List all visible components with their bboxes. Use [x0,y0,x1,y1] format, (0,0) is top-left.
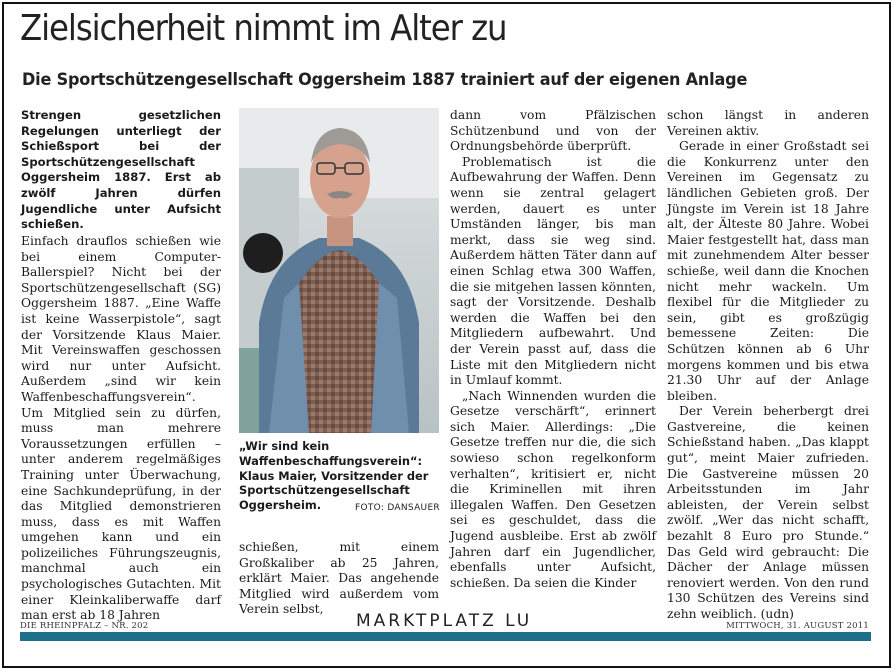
photo-caption: „Wir sind kein Waffenbeschaffungsverein“: Klaus Maier, Vorsitzender der Sportschützengesellschaft Oggersheim. [239,439,429,513]
article-headline: Zielsicherheit nimmt im Alter zu [20,8,507,49]
body-paragraph: Der Verein beherbergt drei Gastvereine, die keinen Schießstand haben. „Das klappt gut“, meint Maier zufrieden. Die Gastvereine müssen 20 Arbeitsstunden im Jahr ableisten, der Verein selbst zwölf. „Wer das nicht schafft, bezahlt 8 Euro pro Stunde.“ Das Geld wird gebraucht: Die Dächer der Anlage müssen renoviert werden. Von den rund 130 Schützen des Vereins sind zehn weiblich. (udn) [667,404,869,621]
column-4-body [667,108,869,623]
body-paragraph: dann vom Pfälzischen Schützenbund und von der Ordnungsbehörde überprüft. [450,108,656,154]
footer-date: MITTWOCH, 31. AUGUST 2011 [726,621,869,631]
body-paragraph: Einfach drauflos schießen wie bei einem Computer-Ballerspiel? Nicht bei der Sportschützengesellschaft (SG) Oggersheim 1887. „Eine Waffe ist keine Wasserpistole“, sagt der Vorsitzende Klaus Maier. Mit Vereinswaffen geschossen wird nur unter Aufsicht. Außerdem „sind wir kein Waffenbeschaffungsverein“. Um Mitglied sein zu dürfen, muss man mehrere Voraussetzungen erfüllen – unter anderem regelmäßiges Training unter Überwachung, eine Sachkundeprüfung, in der das Mitglied demonstrieren muss, dass es mit Waffen umgehen kann und ein polizeiliches Führungszeugnis, manchmal auch ein psychologisches Gutachten. Mit einer Kleinkaliberwaffe darf man erst ab 18 Jahren [21,234,221,623]
body-paragraph: Gerade in einer Großstadt sei die Konkurrenz unter den Vereinen im Gegensatz zu ländlichen Gebieten groß. Der Jüngste im Verein ist 18 Jahre alt, der Älteste 80 Jahre. Wobei Maier festgestellt hat, dass man mit zunehmendem Alter besser schieße, weil dann die Knochen nicht mehr wackeln. Um flexibel für die Mitglieder zu sein, gibt es großzügig bemessene Zeiten: Die Schützen können ab 6 Uhr morgens kommen und bis etwa 21.30 Uhr auf der Anlage bleiben. [667,139,869,403]
article-subheadline: Die Sportschützengesellschaft Oggersheim 1887 trainiert auf der eigenen Anlage [22,70,748,90]
article-lead: Strengen gesetzlichen Regelungen unterliegt der Schießsport bei der Sportschützengesellschaft Oggersheim 1887. Erst ab zwölf Jahren dürfen Jugendliche unter Aufsicht schießen. [21,108,221,232]
column-2-body [239,540,439,618]
column-1-body [21,234,221,624]
portrait-illustration [239,108,439,433]
portrait-photo [239,108,439,433]
body-paragraph: schon längst in anderen Vereinen aktiv. [667,108,869,138]
body-paragraph: schießen, mit einem Großkaliber ab 25 Jahren, erklärt Maier. Das angehende Mitglied wird außerdem vom Verein selbst, [239,540,439,617]
photo-credit: FOTO: DANSAUER [354,503,440,513]
footer-publication: DIE RHEINPFALZ – NR. 202 [20,621,149,631]
body-paragraph: Problematisch ist die Aufbewahrung der Waffen. Denn wenn sie zentral gelagert werden, dauert es unter Umständen länger, bis man merkt, dass sie weg sind. Außerdem hätten Täter dann auf einen Schlag etwa 300 Waffen, die sie mitgehen lassen könnten, sagt der Vorsitzende. Deshalb werden die Waffen bei den Mitgliedern aufbewahrt. Und der Verein passt auf, dass die Liste mit den Mitgliedern nicht in Umlauf kommt. [450,154,656,388]
column-3-body [450,108,656,591]
body-paragraph: „Nach Winnenden wurden die Gesetze verschärft“, erinnert sich Maier. Allerdings: „Die Gesetze treffen nur die, die sich sowieso schon regelkonform verhalten“, kritisiert er, nicht die Kriminellen mit ihren illegalen Waffen. Den Gesetzen sei es geschuldet, dass die Jugend ausbleibe. Erst ab zwölf Jahren darf ein Jugendlicher, ebenfalls unter Aufsicht, schießen. Da seien die Kinder [450,388,656,590]
footer-section-title: MARKTPLATZ LU [356,611,533,631]
footer-rule [20,632,871,641]
